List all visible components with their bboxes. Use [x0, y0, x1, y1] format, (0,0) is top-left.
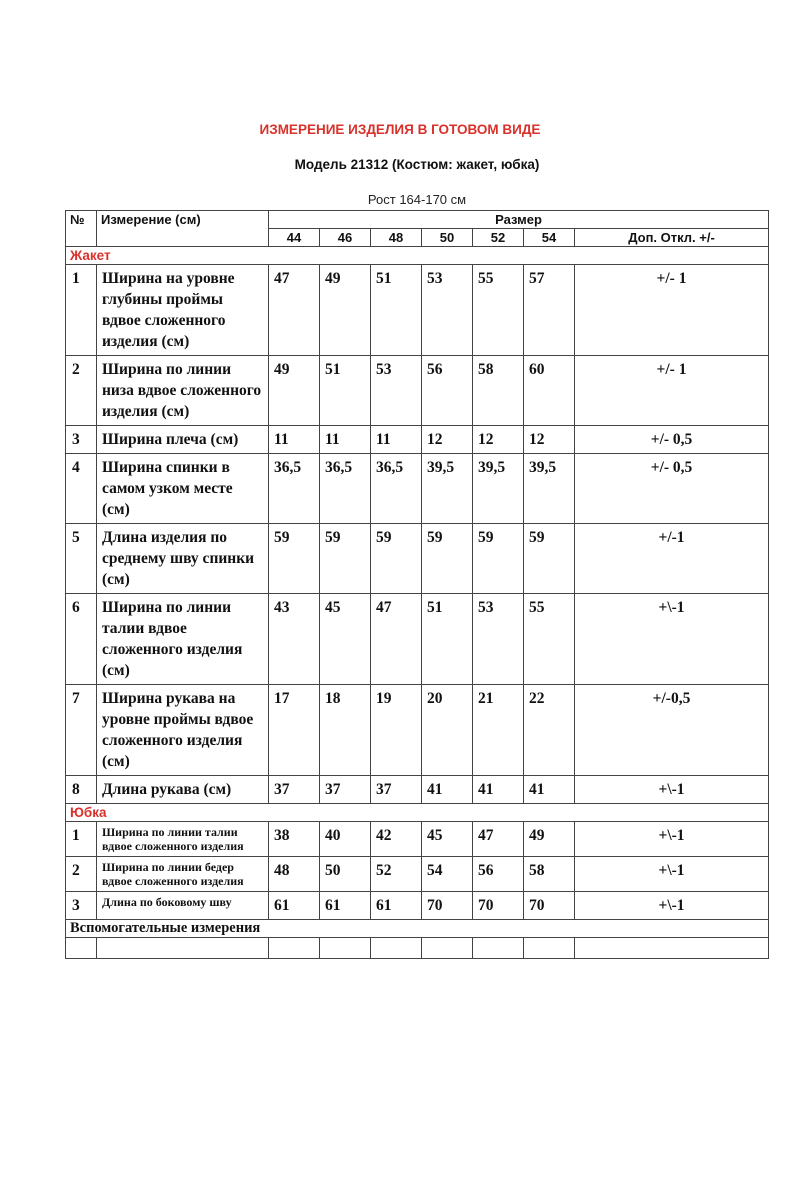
row-value: 22	[524, 685, 575, 776]
header-num: №	[66, 211, 97, 247]
row-measurement: Ширина спинки в самом узком месте (см)	[97, 454, 269, 524]
row-value: 59	[371, 524, 422, 594]
blank-row	[66, 938, 769, 959]
row-number: 3	[66, 426, 97, 454]
row-value: 51	[371, 265, 422, 356]
table-row	[66, 356, 769, 426]
row-value: 37	[320, 776, 371, 804]
row-value: 70	[422, 892, 473, 920]
blank-cell	[66, 938, 97, 959]
table-row	[66, 892, 769, 920]
row-value: 54	[422, 857, 473, 892]
header-size-col: 50	[422, 229, 473, 247]
row-value: 53	[473, 594, 524, 685]
section-header-row	[66, 247, 769, 265]
row-tolerance: +/- 0,5	[575, 454, 769, 524]
document-title: ИЗМЕРЕНИЕ ИЗДЕЛИЯ В ГОТОВОМ ВИДЕ	[259, 122, 541, 137]
blank-cell	[473, 938, 524, 959]
measurements-table	[65, 210, 769, 959]
row-number: 6	[66, 594, 97, 685]
row-measurement: Длина изделия по среднему шву спинки (см)	[97, 524, 269, 594]
header-size-col: 52	[473, 229, 524, 247]
row-number: 1	[66, 822, 97, 857]
row-number: 1	[66, 265, 97, 356]
row-value: 17	[269, 685, 320, 776]
row-measurement: Ширина по линии бедер вдвое сложенного изделия	[97, 857, 269, 892]
header-size-col: 46	[320, 229, 371, 247]
row-value: 42	[371, 822, 422, 857]
row-number: 3	[66, 892, 97, 920]
row-measurement: Ширина плеча (см)	[97, 426, 269, 454]
row-value: 39,5	[422, 454, 473, 524]
blank-cell	[575, 938, 769, 959]
row-value: 19	[371, 685, 422, 776]
row-measurement: Ширина по линии низа вдвое сложенного изделия (см)	[97, 356, 269, 426]
row-value: 59	[269, 524, 320, 594]
row-tolerance: +\-1	[575, 857, 769, 892]
row-value: 48	[269, 857, 320, 892]
row-value: 20	[422, 685, 473, 776]
row-value: 59	[320, 524, 371, 594]
row-value: 37	[371, 776, 422, 804]
row-tolerance: +/-0,5	[575, 685, 769, 776]
header-size: Размер	[269, 211, 769, 229]
row-value: 59	[524, 524, 575, 594]
table-row	[66, 594, 769, 685]
section-header-row	[66, 804, 769, 822]
row-value: 11	[320, 426, 371, 454]
row-value: 36,5	[320, 454, 371, 524]
row-value: 61	[371, 892, 422, 920]
row-value: 53	[422, 265, 473, 356]
row-value: 58	[524, 857, 575, 892]
row-value: 53	[371, 356, 422, 426]
row-number: 4	[66, 454, 97, 524]
section-title: Жакет	[66, 247, 769, 265]
row-value: 49	[524, 822, 575, 857]
blank-cell	[422, 938, 473, 959]
row-tolerance: +\-1	[575, 776, 769, 804]
header-row-top	[66, 211, 769, 229]
table-row	[66, 524, 769, 594]
row-value: 60	[524, 356, 575, 426]
header-size-col: 44	[269, 229, 320, 247]
row-measurement: Ширина рукава на уровне проймы вдвое сложенного изделия (см)	[97, 685, 269, 776]
row-value: 41	[422, 776, 473, 804]
row-number: 8	[66, 776, 97, 804]
row-value: 12	[422, 426, 473, 454]
aux-title: Вспомогательные измерения	[66, 920, 769, 938]
row-number: 7	[66, 685, 97, 776]
blank-cell	[320, 938, 371, 959]
row-tolerance: +\-1	[575, 594, 769, 685]
aux-header-row	[66, 920, 769, 938]
row-value: 37	[269, 776, 320, 804]
row-measurement: Длина по боковому шву	[97, 892, 269, 920]
row-value: 61	[320, 892, 371, 920]
row-value: 50	[320, 857, 371, 892]
table-row	[66, 426, 769, 454]
row-value: 45	[320, 594, 371, 685]
row-value: 39,5	[473, 454, 524, 524]
header-size-col: 54	[524, 229, 575, 247]
row-value: 47	[269, 265, 320, 356]
row-value: 43	[269, 594, 320, 685]
row-value: 49	[269, 356, 320, 426]
section-title: Юбка	[66, 804, 769, 822]
row-tolerance: +\-1	[575, 822, 769, 857]
table-row	[66, 857, 769, 892]
row-value: 51	[320, 356, 371, 426]
row-tolerance: +/- 1	[575, 356, 769, 426]
table-row	[66, 454, 769, 524]
row-value: 52	[371, 857, 422, 892]
row-value: 38	[269, 822, 320, 857]
blank-cell	[371, 938, 422, 959]
row-value: 36,5	[371, 454, 422, 524]
row-value: 51	[422, 594, 473, 685]
row-value: 40	[320, 822, 371, 857]
row-value: 18	[320, 685, 371, 776]
row-number: 2	[66, 857, 97, 892]
header-size-col: 48	[371, 229, 422, 247]
row-value: 21	[473, 685, 524, 776]
height-label: Рост 164-170 см	[367, 192, 467, 207]
row-value: 47	[473, 822, 524, 857]
row-value: 11	[371, 426, 422, 454]
row-tolerance: +/- 0,5	[575, 426, 769, 454]
row-number: 5	[66, 524, 97, 594]
row-value: 41	[524, 776, 575, 804]
row-value: 47	[371, 594, 422, 685]
blank-cell	[97, 938, 269, 959]
row-value: 49	[320, 265, 371, 356]
header-measure: Измерение (см)	[97, 211, 269, 247]
row-value: 70	[524, 892, 575, 920]
row-value: 70	[473, 892, 524, 920]
row-measurement: Ширина по линии талии вдвое сложенного изделия	[97, 822, 269, 857]
row-tolerance: +/- 1	[575, 265, 769, 356]
row-value: 45	[422, 822, 473, 857]
row-value: 11	[269, 426, 320, 454]
row-tolerance: +/-1	[575, 524, 769, 594]
row-value: 55	[524, 594, 575, 685]
row-value: 12	[524, 426, 575, 454]
row-value: 39,5	[524, 454, 575, 524]
model-subtitle: Модель 21312 (Костюм: жакет, юбка)	[294, 157, 540, 172]
row-value: 55	[473, 265, 524, 356]
row-value: 36,5	[269, 454, 320, 524]
blank-cell	[524, 938, 575, 959]
row-measurement: Длина рукава (см)	[97, 776, 269, 804]
blank-cell	[269, 938, 320, 959]
row-value: 57	[524, 265, 575, 356]
table-row	[66, 685, 769, 776]
row-measurement: Ширина на уровне глубины проймы вдвое сложенного изделия (см)	[97, 265, 269, 356]
row-value: 58	[473, 356, 524, 426]
row-number: 2	[66, 356, 97, 426]
row-value: 61	[269, 892, 320, 920]
row-value: 59	[473, 524, 524, 594]
row-value: 56	[473, 857, 524, 892]
row-value: 56	[422, 356, 473, 426]
row-value: 12	[473, 426, 524, 454]
row-measurement: Ширина по линии талии вдвое сложенного изделия (см)	[97, 594, 269, 685]
row-value: 59	[422, 524, 473, 594]
table-row	[66, 776, 769, 804]
table-row	[66, 265, 769, 356]
table-row	[66, 822, 769, 857]
row-value: 41	[473, 776, 524, 804]
row-tolerance: +\-1	[575, 892, 769, 920]
header-tolerance: Доп. Откл. +/-	[575, 229, 769, 247]
